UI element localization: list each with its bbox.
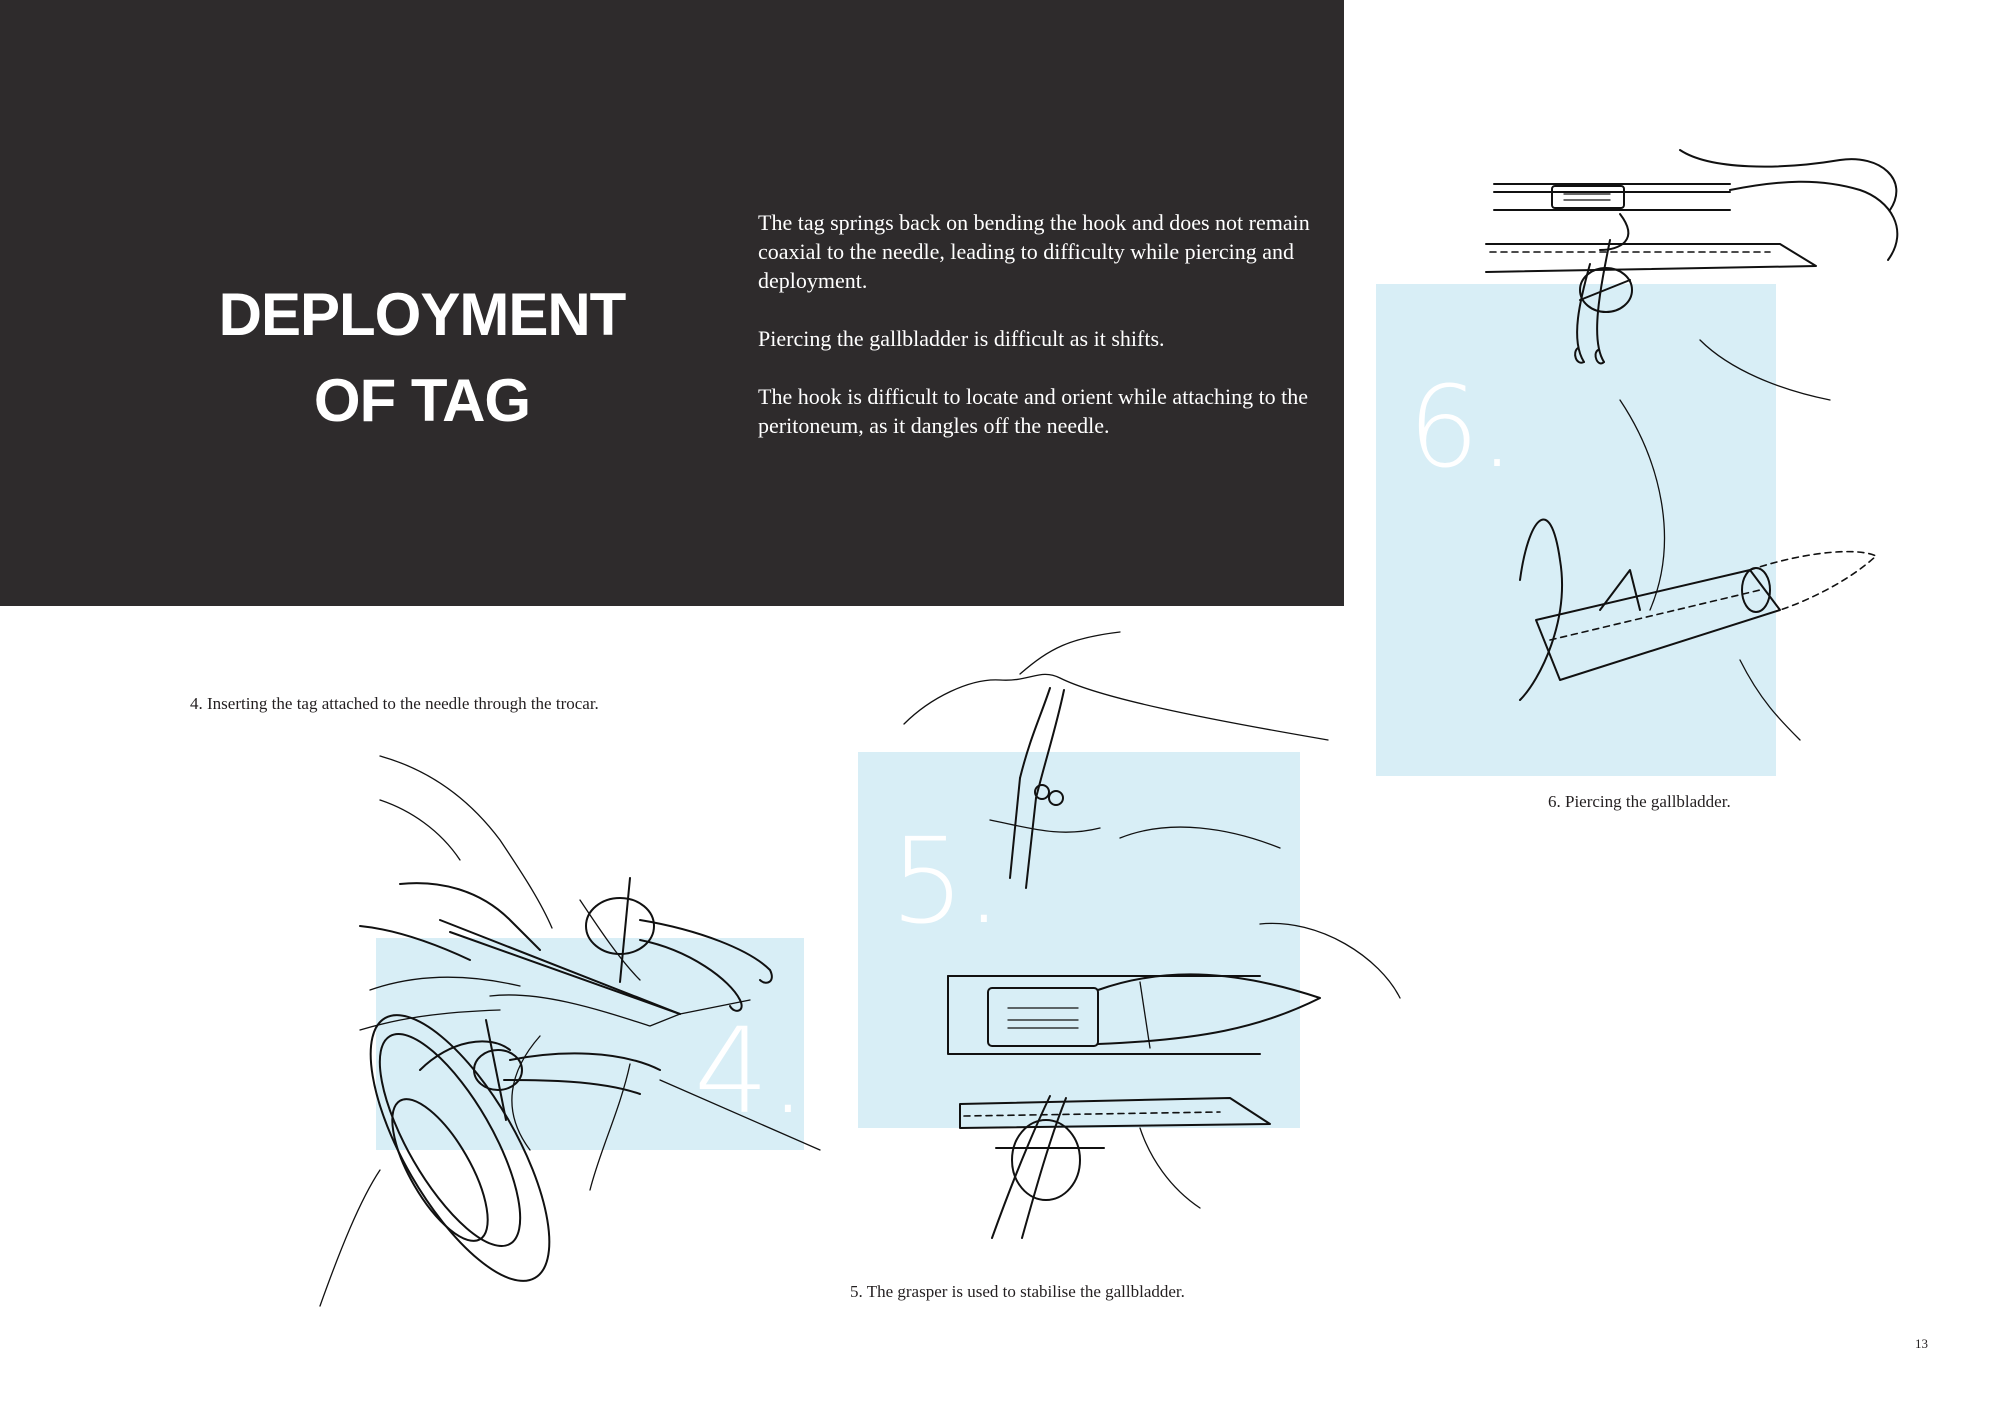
- illustration-step-5: [900, 628, 1420, 1278]
- page-title: [180, 272, 664, 444]
- page-number: 13: [1915, 1336, 1928, 1351]
- illustration-step-4: [300, 750, 820, 1310]
- step-6-caption: 6. Piercing the gallbladder.: [1548, 792, 1731, 811]
- step-4-number: 4.: [694, 1002, 807, 1140]
- intro-paragraph: The hook is difficult to locate and orient while attaching to the peritoneum, as it dangles off the needle.: [758, 384, 1309, 438]
- intro-text: [758, 208, 1318, 469]
- step-6-number: 6.: [1408, 363, 1515, 493]
- step-5-number: 5.: [890, 812, 1003, 950]
- step-4-caption: 4. Inserting the tag attached to the needle through the trocar.: [190, 694, 599, 713]
- intro-paragraph: Piercing the gallbladder is difficult as it shifts.: [758, 326, 1165, 351]
- step-5-caption: 5. The grasper is used to stabilise the gallbladder.: [850, 1282, 1185, 1301]
- illustration-step-6: [1480, 140, 1900, 760]
- title-line-1: DEPLOYMENT: [218, 281, 626, 348]
- intro-paragraph: The tag springs back on bending the hook and does not remain coaxial to the needle, leading to difficulty while piercing and deployment.: [758, 210, 1310, 293]
- title-line-2: OF TAG: [313, 367, 531, 434]
